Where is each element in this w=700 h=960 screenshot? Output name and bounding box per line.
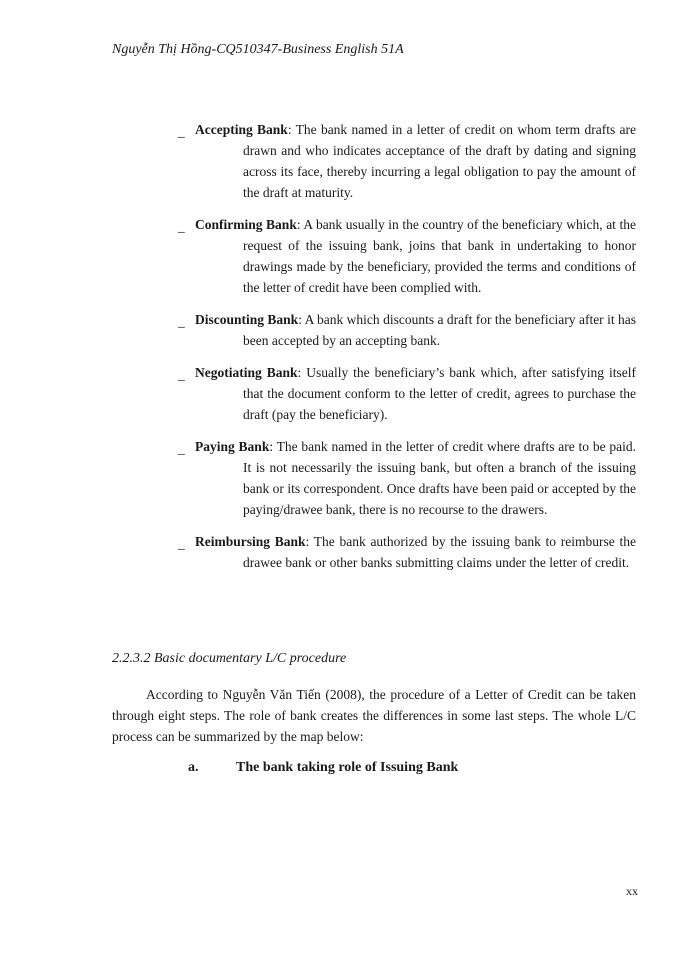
sub-heading [188, 760, 458, 776]
definition-negotiating-bank [178, 362, 636, 425]
definition-accepting-bank [178, 119, 636, 203]
definition-body [195, 214, 636, 298]
list-dash: _ [178, 219, 185, 234]
definition-body [195, 119, 636, 203]
page-header: Nguyễn Thị Hồng-CQ510347-Business English 51A [112, 42, 404, 57]
definition-text: : The bank named in a letter of credit on whom term drafts are drawn and who indicates acceptance of the draft by dating and signing across its face, thereby incurring a legal obligation to pay the amount of the draft at maturity. [243, 122, 636, 200]
definition-body [195, 362, 637, 425]
definition-text: : A bank which discounts a draft for the beneficiary after it has been accepted by an accepting bank. [243, 312, 636, 348]
definition-confirming-bank [178, 214, 636, 298]
list-dash: _ [178, 441, 185, 456]
definition-text: : A bank usually in the country of the beneficiary which, at the request of the issuing bank, joins that bank in undertaking to honor drawings made by the beneficiary, provided the terms and conditions of the letter of credit have been complied with. [243, 217, 636, 295]
page-number: xx [626, 884, 638, 898]
definition-body [195, 436, 636, 520]
section-heading: 2.2.3.2 Basic documentary L/C procedure [112, 651, 347, 666]
procedure-paragraph: According to Nguyễn Văn Tiến (2008), the procedure of a Letter of Credit can be taken through eight steps. The role of bank creates the differences in some last steps. The whole L/C process can be summarized by the map below: [112, 687, 636, 744]
definition-text: : Usually the beneficiary’s bank which, after satisfying itself that the document conform to the letter of credit, agrees to purchase the draft (pay the beneficiary). [243, 365, 637, 422]
list-dash: _ [178, 314, 185, 329]
definition-paying-bank [178, 436, 636, 520]
definition-term: Reimbursing Bank [195, 534, 306, 549]
definition-text: : The bank authorized by the issuing bank to reimburse the drawee bank or other banks submitting claims under the letter of credit. [243, 534, 636, 570]
definition-body [195, 309, 636, 351]
list-dash: _ [178, 367, 185, 382]
definition-term: Discounting Bank [195, 312, 299, 327]
definition-term: Accepting Bank [195, 122, 288, 137]
bank-definitions-list [178, 119, 636, 584]
definition-text: : The bank named in the letter of credit where drafts are to be paid. It is not necessarily the issuing bank, but often a branch of the issuing bank or its correspondent. Once drafts have been paid or accepted by the paying/drawee bank, there is no recourse to the drawers. [243, 439, 636, 517]
sub-heading-marker: a. [188, 760, 199, 775]
definition-body [195, 531, 636, 573]
definition-term: Confirming Bank [195, 217, 297, 232]
definition-term: Paying Bank [195, 439, 270, 454]
list-dash: _ [178, 124, 185, 139]
definition-term: Negotiating Bank [195, 365, 298, 380]
list-dash: _ [178, 536, 185, 551]
definition-reimbursing-bank [178, 531, 636, 573]
sub-heading-text: The bank taking role of Issuing Bank [236, 760, 459, 775]
definition-discounting-bank [178, 309, 636, 351]
